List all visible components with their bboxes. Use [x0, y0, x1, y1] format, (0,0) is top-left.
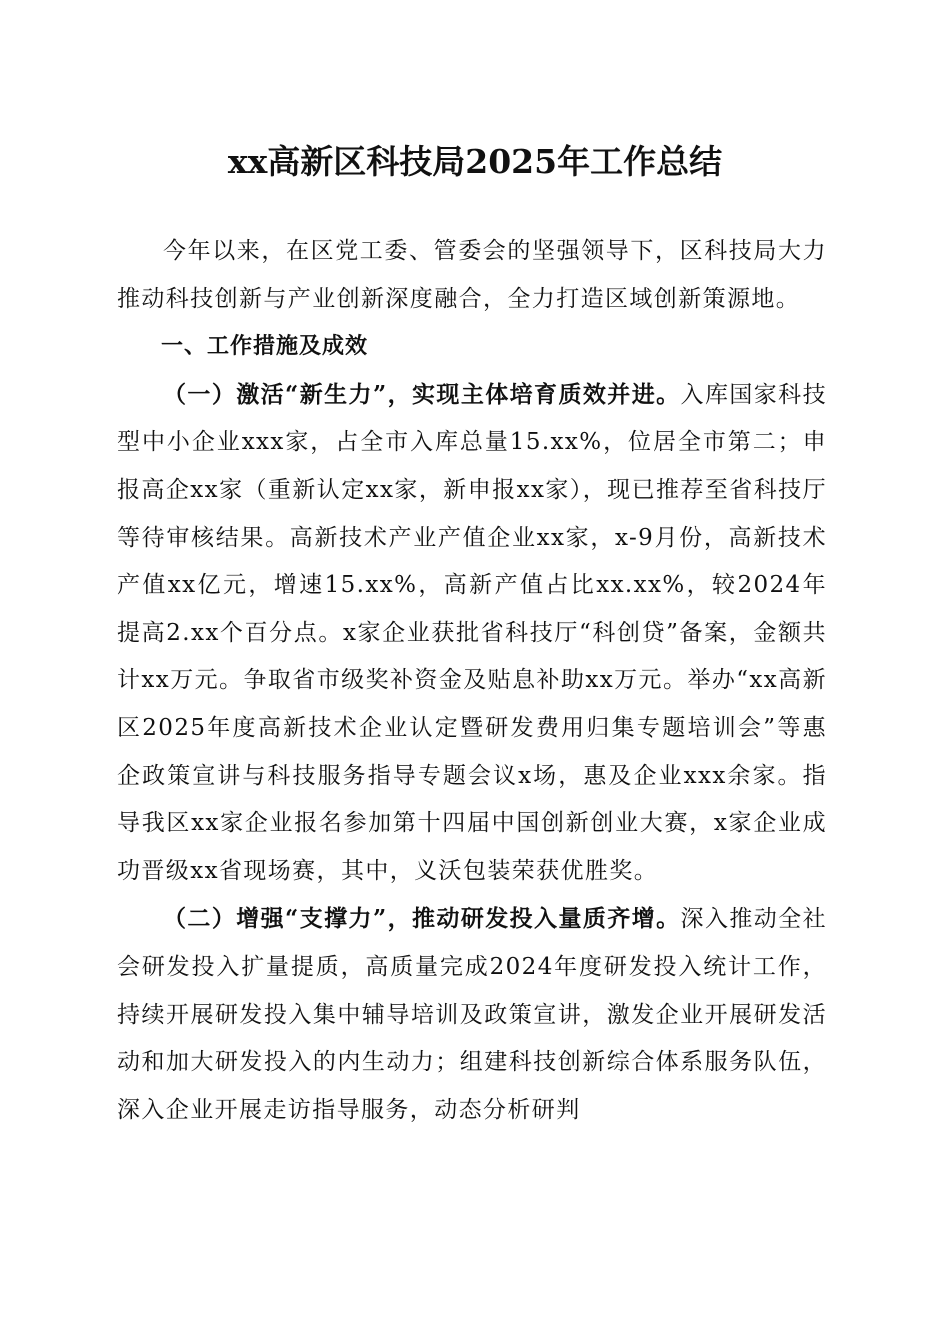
document-body — [117, 228, 827, 1134]
item1-paragraph — [117, 371, 827, 896]
item2-paragraph — [117, 895, 827, 1134]
intro-paragraph: 今年以来，在区党工委、管委会的坚强领导下，区科技局大力推动科技创新与产业创新深度融合，全力打造区域创新策源地。 — [117, 238, 827, 312]
item2-subhead: （二）增强“支撑力”，推动研发投入量质齐增。 — [163, 905, 681, 933]
item1-text: 入库国家科技型中小企业xxx家，占全市入库总量15.xx%，位居全市第二；申报高企xx家（重新认定xx家，新申报xx家），现已推荐至省科技厅等待审核结果。高新技术产业产值企业xx家，x-9月份，高新技术产值xx亿元，增速15.xx%，高新产值占比xx.xx%，较2024年提高2.xx个百分点。x家企业获批省科技厅“科创贷”备案，金额共计xx万元。争取省市级奖补资金及贴息补助xx万元。举办“xx高新区2025年度高新技术企业认定暨研发费用归集专题培训会”等惠企政策宣讲与科技服务指导专题会议x场，惠及企业xxx余家。指导我区xx家企业报名参加第十四届中国创新创业大赛，x家企业成功晋级xx省现场赛，其中，义沃包装荣获优胜奖。 — [117, 381, 827, 884]
section-heading: 一、工作措施及成效 — [161, 334, 369, 360]
document-title: xx高新区科技局2025年工作总结 — [227, 142, 723, 181]
item2-text: 深入推动全社会研发投入扩量提质，高质量完成2024年度研发投入统计工作，持续开展研发投入集中辅导培训及政策宣讲，激发企业开展研发活动和加大研发投入的内生动力；组建科技创新综合体系服务队伍，深入企业开展走访指导服务，动态分析研判 — [117, 906, 827, 1123]
item1-subhead: （一）激活“新生力”，实现主体培育质效并进。 — [163, 380, 681, 408]
